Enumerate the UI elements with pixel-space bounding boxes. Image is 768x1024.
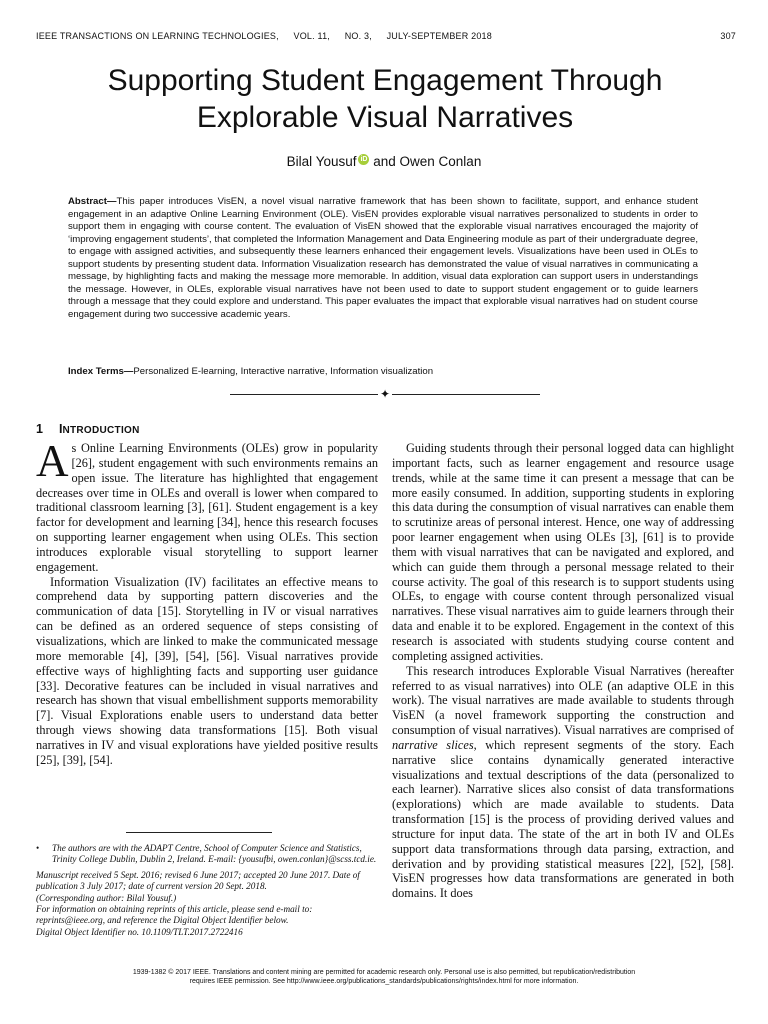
section-title-rest: NTRODUCTION (62, 425, 140, 436)
paragraph-text: s Online Learning Environments (OLEs) grow in popularity [26], student engagement with such environments remains an open issue. The literature has highlighted that engagement decreases over time in OLEs and overall is lower when compared to traditional classroom learning [3], [61]. Student engagement is a key factor for development and learning [34], hence this research focuses on supporting learner engagement when using OLEs. This section introduces explorable visual storytelling to support learner engagement. (36, 441, 378, 574)
divider-diamond-icon: ✦ (379, 387, 391, 401)
abstract (68, 196, 698, 321)
body-column-left (36, 436, 378, 768)
footnote-corresponding: (Corresponding author: Bilal Yousuf.) (36, 892, 177, 903)
paragraph-text: , which represent segments of the story. Each narrative slice contains dynamically generated interactive visualizations and textual descriptions of the data (personalized to each learner). Narrative slices also consist of data transformations (explorations) which are made available to students. Data transformation [15] is the process of providing derived values and structure for input data. The state of the art in both IV and OLEs support data transformations through data parsing, extraction, and derivation and by providing statistical measures [22], [52], [58]. VisEN progresses how data transformations are generated in both domains. It does (392, 737, 734, 901)
author-conlan: and Owen Conlan (373, 154, 482, 169)
footnote-reprints: For information on obtaining reprints of this article, please send e-mail to: reprints@ieee.org, and reference the Digital Object Identifier below. (36, 904, 313, 926)
copyright-line-2: requires IEEE permission. See http://www.ieee.org/publications_standards/publications/rights/index.html for more information. (189, 978, 579, 985)
paragraph (392, 664, 734, 902)
paragraph (36, 436, 378, 575)
index-terms (68, 366, 698, 379)
journal-issue: NO. 3, (344, 31, 372, 41)
footnote-manuscript: Manuscript received 5 Sept. 2016; revised 6 June 2017; accepted 20 June 2017. Date of publication 3 July 2017; date of current version 20 Sept. 2018. (36, 869, 360, 892)
journal-volume: VOL. 11, (293, 31, 330, 41)
index-terms-label: Index Terms— (68, 366, 134, 377)
orcid-icon[interactable]: iD (360, 156, 368, 163)
footnote-bullet: • (36, 843, 40, 853)
abstract-label: Abstract— (68, 196, 117, 207)
body-column-right (392, 441, 734, 901)
journal-date: JULY-SEPTEMBER 2018 (386, 31, 492, 41)
footnote-doi: Digital Object Identifier no. 10.1109/TLT.2017.2722416 (36, 926, 243, 937)
section-heading-introduction (36, 422, 140, 436)
emphasis-text: narrative slices (392, 737, 474, 752)
copyright-notice (60, 968, 708, 986)
section-number: 1 (36, 422, 43, 436)
paragraph: Guiding students through their personal logged data can highlight important facts, such as learner engagement and resource usage trends, while at the same time it can present a message that can be more easily consumed. In addition, supporting students in exploring this data during the consumption of visual narratives can enable them to scrutinize areas of personal interest. Hence, one way of addressing poor learner engagement when using OLEs [3], [61] is to provide them with visual narratives that can be navigated and explored, and which can guide them through a personal message related to their course activity. The goal of this research is to support students using OLEs, to engage with course content through personalized visual narratives. These visual narratives aim to guide learners through their data and enable it to be explored. Engagement in the context of this research is associated with students studying course content and completing assigned activities. (392, 441, 734, 663)
abstract-text: This paper introduces VisEN, a novel visual narrative framework that has been shown to facilitate, support, and enhance student engagement in an adaptive Online Learning Environment (OLE). VisEN provides explorable visual narratives personalized to students in order to support them in engaging with course content. The evaluation of VisEN showed that the explorable visual narratives encouraged the majority of ‘improving engagement students’, that completed the Information Management and Data Engineering module as part of their undergraduate degree, to engage with assigned activities, and subsequently these learners enhanced their engagement levels. Visualizations have been used in OLEs to support students by presenting student data. Information Visualization research has demonstrated the value of visual narratives in communicating a message, by highlighting facts and making the message more memorable. In addition, visual data exploration can support users in understandings the message. However, in OLEs, explorable visual narratives have not been used to date to support student engagement or to guide learners through a message that they could explore and understand. This paper evaluates the impact that explorable visual narratives had on student course engagement during two successive academic years. (68, 196, 698, 320)
index-terms-text: Personalized E-learning, Interactive narrative, Information visualization (133, 366, 434, 377)
author-yousuf: Bilal Yousuf (286, 154, 357, 169)
author-line (0, 154, 768, 169)
copyright-line-1: 1939-1382 © 2017 IEEE. Translations and content mining are permitted for academic research only. Personal use is also permitted, but republication/redistribution (132, 969, 636, 976)
paragraph-text: This research introduces Explorable Visual Narratives (hereafter referred to as visual narratives) into OLE (an adaptive OLE in this work). The visual narratives are made available to students through VisEN (a novel framework supporting the construction and consumption of visual narratives). Visual narratives are comprised of (392, 663, 734, 738)
page-number: 307 (720, 31, 736, 41)
paragraph: Information Visualization (IV) facilitates an effective means to comprehend data by supporting pattern discoveries and the communication of data [15]. Storytelling in IV or visual narratives can be defined as an ordered sequence of steps consisting of visualizations, which are linked to make the communicated message more memorable [4], [39], [54], [56]. Visual narratives provide effective ways of highlighting facts and supporting user guidance [33]. Decorative features can be included in visual narratives and research has shown that visual embellishment supports memorability [7]. Visual Explorations enable users to understand data better through views showing data transformations [15]. Both visual narratives in IV and visual explorations have yielded positive results [25], [39], [54]. (36, 574, 378, 767)
paper-title: Supporting Student Engagement Through Explorable Visual Narratives (107, 64, 663, 134)
footnotes (36, 843, 378, 938)
drop-cap: A (36, 436, 69, 486)
footnote-rule (126, 832, 272, 833)
journal-info (36, 31, 504, 41)
journal-name: IEEE TRANSACTIONS ON LEARNING TECHNOLOGIES, (36, 31, 279, 41)
section-title-initial: I (58, 422, 63, 436)
footnote-affiliation: The authors are with the ADAPT Centre, School of Computer Science and Statistics, Trinity College Dublin, Dublin 2, Ireland. E-mail: {yousufbi, owen.conlan}@scss.tcd.ie. (52, 843, 377, 865)
running-header (36, 31, 736, 41)
